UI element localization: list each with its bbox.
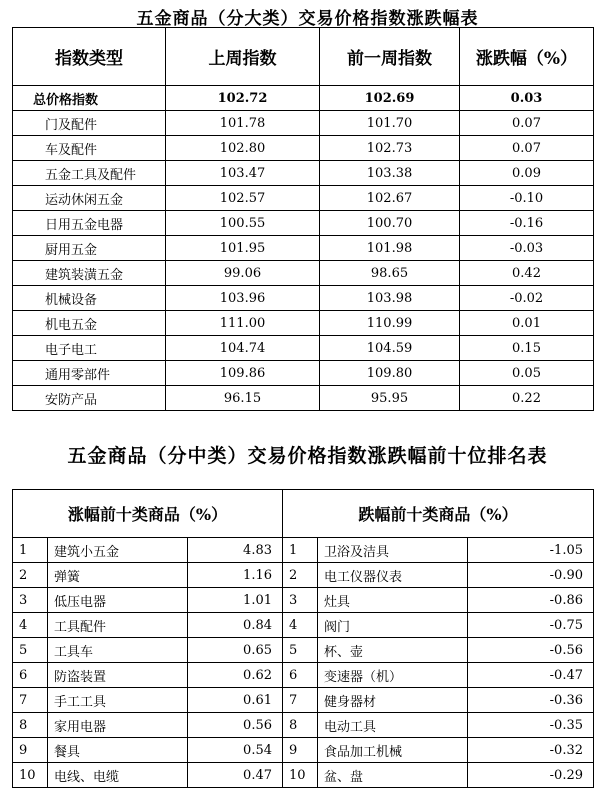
table-row: [13, 663, 594, 688]
cell-prev-week: 101.70: [320, 111, 460, 136]
cell-last-week: 102.57: [166, 186, 320, 211]
table-row: [13, 386, 594, 411]
table-row: [13, 613, 594, 638]
cell-index-type: 机电五金: [13, 311, 166, 336]
table-row: [13, 738, 594, 763]
gainer-rank: 4: [13, 613, 48, 638]
ranking-table: [12, 489, 594, 788]
loser-value: -0.86: [468, 588, 594, 613]
cell-prev-week: 101.98: [320, 236, 460, 261]
loser-rank: 5: [283, 638, 318, 663]
gainer-value: 0.62: [188, 663, 283, 688]
cell-prev-week: 102.73: [320, 136, 460, 161]
loser-value: -0.32: [468, 738, 594, 763]
gainer-value: 0.84: [188, 613, 283, 638]
cell-change: 0.05: [460, 361, 594, 386]
header-top-gainers: 涨幅前十类商品（%）: [13, 490, 283, 538]
cell-change: 0.42: [460, 261, 594, 286]
cell-index-type: 安防产品: [13, 386, 166, 411]
loser-name: 卫浴及洁具: [318, 538, 468, 563]
cell-prev-week: 109.80: [320, 361, 460, 386]
table1-title: 五金商品（分大类）交易价格指数涨跌幅表: [136, 9, 479, 29]
gainer-name: 低压电器: [48, 588, 188, 613]
table-row: [13, 161, 594, 186]
loser-rank: 6: [283, 663, 318, 688]
cell-index-type: 建筑装潢五金: [13, 261, 166, 286]
loser-rank: 8: [283, 713, 318, 738]
cell-index-type: 门及配件: [13, 111, 166, 136]
gainer-value: 4.83: [188, 538, 283, 563]
cell-index-type: 车及配件: [13, 136, 166, 161]
gainer-rank: 9: [13, 738, 48, 763]
cell-change: 0.07: [460, 111, 594, 136]
total-index-row: [13, 86, 594, 111]
loser-name: 食品加工机械: [318, 738, 468, 763]
table-row: [13, 588, 594, 613]
gainer-name: 家用电器: [48, 713, 188, 738]
cell-prev-week: 104.59: [320, 336, 460, 361]
table-header-row: [13, 28, 594, 86]
gainer-name: 餐具: [48, 738, 188, 763]
table-row: [13, 311, 594, 336]
cell-prev-week: 98.65: [320, 261, 460, 286]
table-row: [13, 236, 594, 261]
gainer-value: 0.54: [188, 738, 283, 763]
loser-name: 盆、盘: [318, 763, 468, 788]
cell-last-week: 102.80: [166, 136, 320, 161]
loser-rank: 1: [283, 538, 318, 563]
gainer-name: 防盗装置: [48, 663, 188, 688]
gainer-name: 建筑小五金: [48, 538, 188, 563]
loser-value: -0.56: [468, 638, 594, 663]
loser-name: 健身器材: [318, 688, 468, 713]
cell-last-week: 109.86: [166, 361, 320, 386]
loser-rank: 3: [283, 588, 318, 613]
cell-last-week: 96.15: [166, 386, 320, 411]
gainer-value: 1.01: [188, 588, 283, 613]
gainer-value: 0.47: [188, 763, 283, 788]
cell-index-type: 电子电工: [13, 336, 166, 361]
cell-prev-week: 110.99: [320, 311, 460, 336]
cell-last-week: 104.74: [166, 336, 320, 361]
table-row: [13, 261, 594, 286]
gainer-rank: 10: [13, 763, 48, 788]
gainer-name: 工具配件: [48, 613, 188, 638]
table-row: [13, 563, 594, 588]
cell-last-week: 111.00: [166, 311, 320, 336]
gainer-rank: 1: [13, 538, 48, 563]
loser-rank: 9: [283, 738, 318, 763]
gainer-name: 手工工具: [48, 688, 188, 713]
gainer-value: 0.56: [188, 713, 283, 738]
cell-change: -0.02: [460, 286, 594, 311]
cell-last-week: 101.95: [166, 236, 320, 261]
header-index-type: 指数类型: [13, 28, 166, 86]
loser-name: 杯、壶: [318, 638, 468, 663]
gainer-rank: 3: [13, 588, 48, 613]
loser-value: -0.35: [468, 713, 594, 738]
loser-name: 变速器（机）: [318, 663, 468, 688]
cell-prev-week: 103.38: [320, 161, 460, 186]
table-row: [13, 111, 594, 136]
loser-value: -0.29: [468, 763, 594, 788]
cell-prev-week: 95.95: [320, 386, 460, 411]
loser-value: -1.05: [468, 538, 594, 563]
cell-change: -0.03: [460, 236, 594, 261]
cell-index-type: 五金工具及配件: [13, 161, 166, 186]
cell-last-week: 103.47: [166, 161, 320, 186]
loser-rank: 2: [283, 563, 318, 588]
cell-last-week: 99.06: [166, 261, 320, 286]
loser-name: 灶具: [318, 588, 468, 613]
gainer-rank: 6: [13, 663, 48, 688]
loser-rank: 4: [283, 613, 318, 638]
cell-change: 0.15: [460, 336, 594, 361]
loser-value: -0.47: [468, 663, 594, 688]
cell-index-type: 机械设备: [13, 286, 166, 311]
table-row: [13, 336, 594, 361]
table-row: [13, 538, 594, 563]
table-header-row: [13, 490, 594, 538]
table-row: [13, 136, 594, 161]
gainer-name: 工具车: [48, 638, 188, 663]
cell-prev-week: 102.69: [320, 86, 460, 111]
gainer-rank: 2: [13, 563, 48, 588]
loser-value: -0.90: [468, 563, 594, 588]
cell-last-week: 101.78: [166, 111, 320, 136]
cell-prev-week: 103.98: [320, 286, 460, 311]
table2-title: 五金商品（分中类）交易价格指数涨跌幅前十位排名表: [67, 445, 548, 467]
cell-prev-week: 100.70: [320, 211, 460, 236]
header-prev-week: 前一周指数: [320, 28, 460, 86]
loser-value: -0.36: [468, 688, 594, 713]
loser-rank: 10: [283, 763, 318, 788]
table-row: [13, 286, 594, 311]
cell-change: -0.10: [460, 186, 594, 211]
cell-index-type: 日用五金电器: [13, 211, 166, 236]
cell-prev-week: 102.67: [320, 186, 460, 211]
cell-last-week: 100.55: [166, 211, 320, 236]
cell-index-type: 通用零部件: [13, 361, 166, 386]
cell-change: 0.22: [460, 386, 594, 411]
loser-name: 电工仪器仪表: [318, 563, 468, 588]
cell-change: 0.03: [460, 86, 594, 111]
cell-change: 0.07: [460, 136, 594, 161]
table-row: [13, 186, 594, 211]
gainer-name: 弹簧: [48, 563, 188, 588]
cell-last-week: 102.72: [166, 86, 320, 111]
table-row: [13, 688, 594, 713]
gainer-name: 电线、电缆: [48, 763, 188, 788]
table-row: [13, 638, 594, 663]
category-index-table: [12, 27, 594, 411]
table-row: [13, 211, 594, 236]
header-top-losers: 跌幅前十类商品（%）: [283, 490, 594, 538]
loser-name: 阀门: [318, 613, 468, 638]
header-change: 涨跌幅（%）: [460, 28, 594, 86]
gainer-value: 1.16: [188, 563, 283, 588]
table-row: [13, 713, 594, 738]
cell-change: 0.09: [460, 161, 594, 186]
cell-last-week: 103.96: [166, 286, 320, 311]
cell-change: 0.01: [460, 311, 594, 336]
gainer-rank: 5: [13, 638, 48, 663]
cell-index-type: 总价格指数: [13, 86, 166, 111]
header-last-week: 上周指数: [166, 28, 320, 86]
table-row: [13, 763, 594, 788]
loser-name: 电动工具: [318, 713, 468, 738]
cell-change: -0.16: [460, 211, 594, 236]
gainer-rank: 7: [13, 688, 48, 713]
cell-index-type: 厨用五金: [13, 236, 166, 261]
gainer-value: 0.65: [188, 638, 283, 663]
table-row: [13, 361, 594, 386]
gainer-value: 0.61: [188, 688, 283, 713]
cell-index-type: 运动休闲五金: [13, 186, 166, 211]
loser-rank: 7: [283, 688, 318, 713]
loser-value: -0.75: [468, 613, 594, 638]
gainer-rank: 8: [13, 713, 48, 738]
